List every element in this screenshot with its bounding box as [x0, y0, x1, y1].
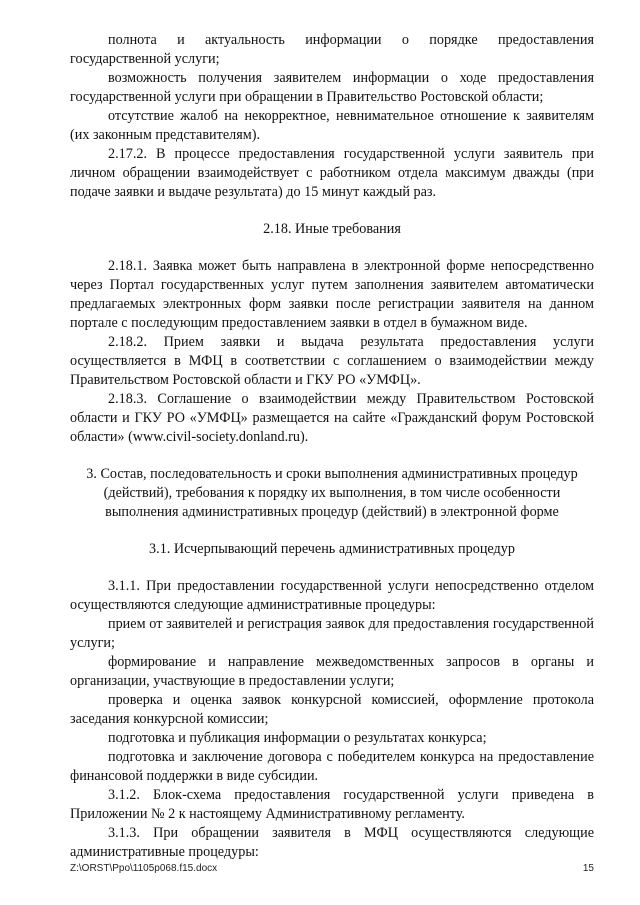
section-heading-3: 3. Состав, последовательность и сроки выполнения административных процедур (действий), требования к порядку их выполнения, в том числе особенности выполнения административных процедур (действий) в электронной форме — [86, 466, 578, 520]
spacer — [70, 559, 594, 577]
paragraph: подготовка и публикация информации о результатах конкурса; — [108, 730, 487, 746]
paragraph: полнота и актуальность информации о порядке предоставления государственной услуги; — [70, 32, 594, 67]
paragraph: 2.17.2. В процессе предоставления государственной услуги заявитель при личном обращении взаимодействует с работником отдела максимум дважды (при подаче заявки и выдаче результата) до 15 минут каждый раз. — [70, 146, 594, 200]
paragraph: 3.1.3. При обращении заявителя в МФЦ осуществляются следующие административные процедуры: — [70, 825, 594, 860]
section-heading-2-18: 2.18. Иные требования — [263, 221, 401, 237]
paragraph: возможность получения заявителем информации о ходе предоставления государственной услуги при обращении в Правительство Ростовской области; — [70, 70, 594, 105]
paragraph: 2.18.2. Прием заявки и выдача результата предоставления услуги осуществляется в МФЦ в соответствии с соглашением о взаимодействии между Правительством Ростовской области и ГКУ РО «УМФЦ». — [70, 334, 594, 388]
spacer — [70, 239, 594, 257]
paragraph: 2.18.3. Соглашение о взаимодействии между Правительством Ростовской области и ГКУ РО «УМФЦ» размещается на сайте «Гражданский форум Ростовской области» (www.civil-society.donland.ru). — [70, 391, 594, 445]
footer-file-path: Z:\ORST\Ppo\1105p068.f15.docx — [70, 863, 218, 874]
paragraph: проверка и оценка заявок конкурсной комиссией, оформление протокола заседания конкурсной комиссии; — [70, 692, 594, 727]
paragraph: 2.18.1. Заявка может быть направлена в электронной форме непосредственно через Портал государственных услуг путем заполнения заявителем автоматически предлагаемых электронных форм заявки после регистрации заявителя на данном портале с последующим предоставлением заявки в отдел в бумажном виде. — [70, 258, 594, 331]
paragraph: 3.1.1. При предоставлении государственной услуги непосредственно отделом осуществляются следующие административные процедуры: — [70, 578, 594, 613]
spacer — [70, 202, 594, 220]
section-heading-3-1: 3.1. Исчерпывающий перечень административных процедур — [149, 541, 515, 557]
paragraph: отсутствие жалоб на некорректное, невнимательное отношение к заявителям (их законным представителям). — [70, 108, 594, 143]
spacer — [70, 522, 594, 540]
paragraph: 3.1.2. Блок-схема предоставления государственной услуги приведена в Приложении № 2 к настоящему Административному регламенту. — [70, 787, 594, 822]
page-body — [70, 31, 594, 862]
paragraph: подготовка и заключение договора с победителем конкурса на предоставление финансовой поддержки в виде субсидии. — [70, 749, 594, 784]
spacer — [70, 447, 594, 465]
page-number: 15 — [582, 863, 594, 874]
paragraph: прием от заявителей и регистрация заявок для предоставления государственной услуги; — [70, 616, 594, 651]
paragraph: формирование и направление межведомственных запросов в органы и организации, участвующие в предоставлении услуги; — [70, 654, 594, 689]
